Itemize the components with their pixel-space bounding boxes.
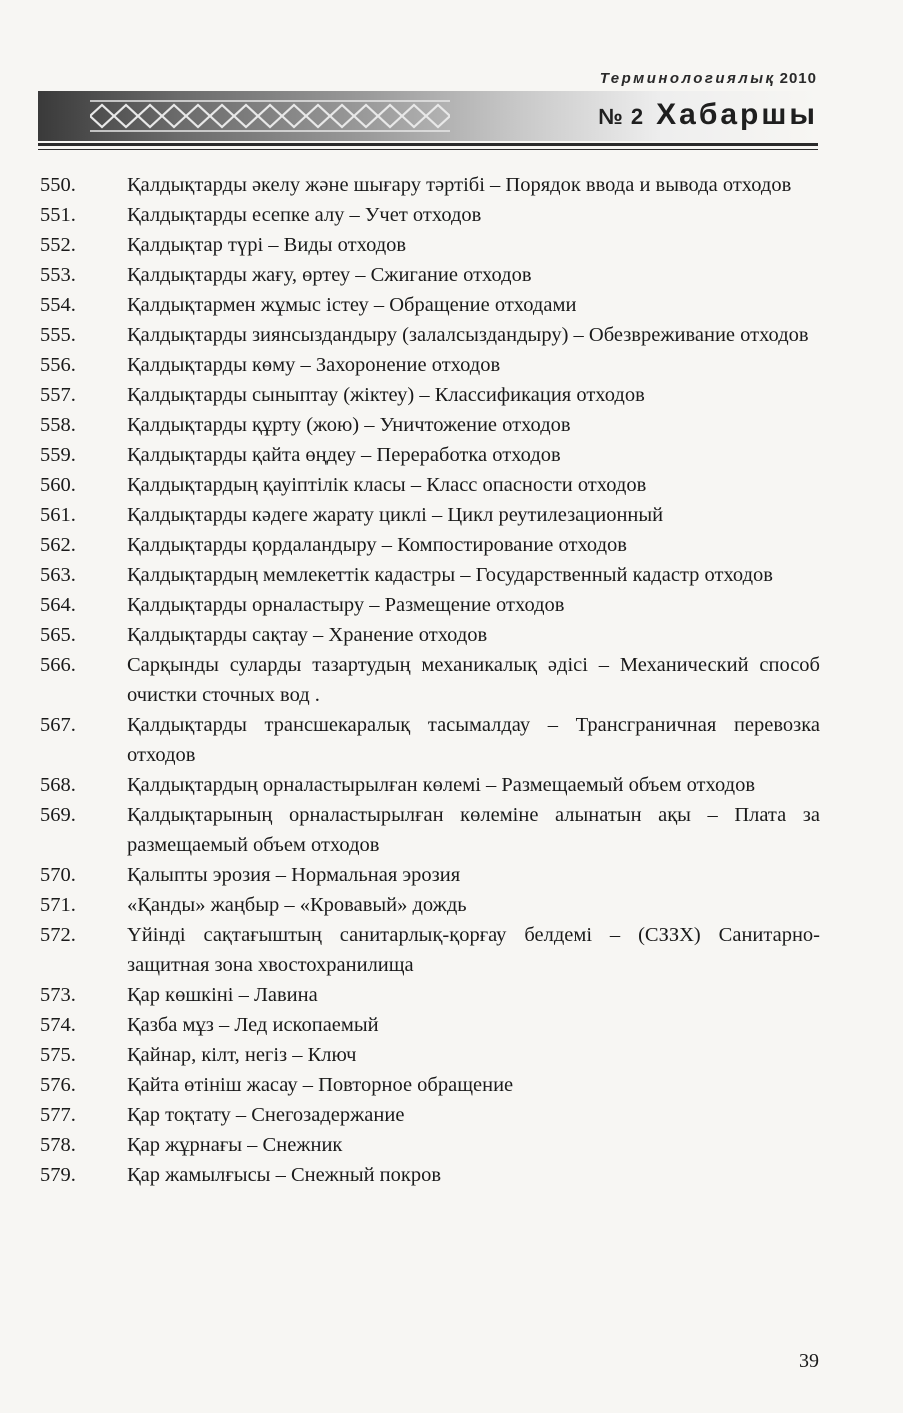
entry-text: Үйінді сақтағыштың санитарлық-қорғау белдемі – (СЗЗХ) Санитарно-защитная зона хвостохранилища <box>127 924 820 976</box>
glossary-entry <box>40 1100 820 1130</box>
entry-number: 567. <box>40 714 76 736</box>
glossary-entry <box>40 380 820 410</box>
entry-number: 575. <box>40 1044 76 1066</box>
entry-text: Қалдықтарының орналастырылған көлеміне алынатын ақы – Плата за размещаемый объем отходов <box>127 804 820 856</box>
entry-text: Қалдықтардың қауіптілік класы – Класс опасности отходов <box>127 474 647 496</box>
glossary-entry <box>40 470 820 500</box>
glossary-entry <box>40 290 820 320</box>
entry-text: Қалдықтарды қордаландыру – Компостирование отходов <box>127 534 627 556</box>
header-rule <box>38 143 818 146</box>
glossary-entry <box>40 1040 820 1070</box>
entry-text: Қалдықтардың орналастырылған көлемі – Размещаемый объем отходов <box>127 774 756 796</box>
entry-text: Қар көшкіні – Лавина <box>127 984 318 1006</box>
glossary-entry <box>40 440 820 470</box>
entry-text: Қалдықтарды көму – Захоронение отходов <box>127 354 501 376</box>
glossary-entry <box>40 200 820 230</box>
entry-text: Қалдықтарды жағу, өртеу – Сжигание отходов <box>127 264 532 286</box>
glossary-entry <box>40 170 820 200</box>
glossary-entry <box>40 1010 820 1040</box>
entry-number: 552. <box>40 234 76 256</box>
entry-text: Қалдықтарды құрту (жою) – Уничтожение отходов <box>127 414 571 436</box>
glossary-entry <box>40 230 820 260</box>
glossary-entry <box>40 920 820 980</box>
glossary-entry <box>40 410 820 440</box>
entry-text: Қар жамылғысы – Снежный покров <box>127 1164 442 1186</box>
entry-text: Қалдықтарды қайта өңдеу – Переработка отходов <box>127 444 561 466</box>
glossary-entry <box>40 1160 820 1190</box>
journal-name: Терминологиялық <box>599 70 776 87</box>
glossary-entry <box>40 650 820 710</box>
entry-number: 557. <box>40 384 76 406</box>
entry-number: 578. <box>40 1134 76 1156</box>
entry-text: Қалдықтарды трансшекаралық тасымалдау – Трансграничная перевозка отходов <box>127 714 820 766</box>
entry-number: 560. <box>40 474 76 496</box>
bulletin-title: Хабаршы <box>656 98 818 131</box>
journal-header <box>600 70 817 87</box>
glossary-entry <box>40 980 820 1010</box>
entry-number: 565. <box>40 624 76 646</box>
journal-year: 2010 <box>779 70 817 87</box>
entry-text: Қалдықтарды зиянсыздандыру (залалсыздандыру) – Обезвреживание отходов <box>127 324 809 346</box>
issue-title <box>598 98 818 132</box>
entry-number: 553. <box>40 264 76 286</box>
entry-text: Сарқынды суларды тазартудың механикалық әдісі – Механический способ очистки сточных вод . <box>127 654 820 706</box>
entry-text: Қалдықтарды сыныптау (жіктеу) – Классификация отходов <box>127 384 645 406</box>
entry-text: Қалдықтарды орналастыру – Размещение отходов <box>127 594 565 616</box>
ornament-icon <box>90 97 450 135</box>
entry-number: 559. <box>40 444 76 466</box>
glossary-entry <box>40 860 820 890</box>
header-rule-thin <box>38 149 818 150</box>
entry-text: Қалдықтарды есепке алу – Учет отходов <box>127 204 482 226</box>
issue-number: № 2 <box>598 104 645 129</box>
page-number: 39 <box>799 1350 819 1372</box>
entry-number: 572. <box>40 924 76 946</box>
entry-number: 564. <box>40 594 76 616</box>
entry-number: 577. <box>40 1104 76 1126</box>
entry-number: 574. <box>40 1014 76 1036</box>
entry-text: Қалдықтарды кәдеге жарату циклі – Цикл реутилезационный <box>127 504 664 526</box>
entry-text: «Қанды» жаңбыр – «Кровавый» дождь <box>127 894 467 916</box>
entry-number: 556. <box>40 354 76 376</box>
glossary-entry <box>40 890 820 920</box>
entry-text: Қалдықтарды әкелу және шығару тәртібі – Порядок ввода и вывода отходов <box>127 174 792 196</box>
glossary-list <box>40 170 820 1190</box>
entry-text: Қалдықтардың мемлекеттік кадастры – Государственный кадастр отходов <box>127 564 773 586</box>
entry-number: 579. <box>40 1164 76 1186</box>
entry-number: 561. <box>40 504 76 526</box>
glossary-entry <box>40 530 820 560</box>
glossary-entry <box>40 500 820 530</box>
entry-number: 550. <box>40 174 76 196</box>
entry-text: Қар жұрнағы – Снежник <box>127 1134 343 1156</box>
glossary-entry <box>40 1070 820 1100</box>
glossary-entry <box>40 350 820 380</box>
entry-number: 562. <box>40 534 76 556</box>
glossary-entry <box>40 710 820 770</box>
entry-number: 566. <box>40 654 76 676</box>
entry-text: Қалдықтарды сақтау – Хранение отходов <box>127 624 488 646</box>
entry-number: 569. <box>40 804 76 826</box>
entry-text: Қалдықтар түрі – Виды отходов <box>127 234 407 256</box>
entry-number: 551. <box>40 204 76 226</box>
entry-text: Қайта өтініш жасау – Повторное обращение <box>127 1074 514 1096</box>
glossary-entry <box>40 620 820 650</box>
entry-number: 554. <box>40 294 76 316</box>
entry-number: 570. <box>40 864 76 886</box>
entry-number: 573. <box>40 984 76 1006</box>
glossary-entry <box>40 560 820 590</box>
glossary-entry <box>40 320 820 350</box>
entry-number: 555. <box>40 324 76 346</box>
glossary-entry <box>40 590 820 620</box>
entry-number: 563. <box>40 564 76 586</box>
glossary-entry <box>40 260 820 290</box>
entry-text: Қалдықтармен жұмыс істеу – Обращение отходами <box>127 294 577 316</box>
entry-number: 576. <box>40 1074 76 1096</box>
glossary-entry <box>40 1130 820 1160</box>
entry-text: Қайнар, кілт, негіз – Ключ <box>127 1044 357 1066</box>
glossary-entry <box>40 800 820 860</box>
entry-number: 568. <box>40 774 76 796</box>
entry-text: Қазба мұз – Лед ископаемый <box>127 1014 379 1036</box>
glossary-entry <box>40 770 820 800</box>
entry-number: 558. <box>40 414 76 436</box>
entry-text: Қар тоқтату – Снегозадержание <box>127 1104 405 1126</box>
entry-number: 571. <box>40 894 76 916</box>
entry-text: Қалыпты эрозия – Нормальная эрозия <box>127 864 461 886</box>
